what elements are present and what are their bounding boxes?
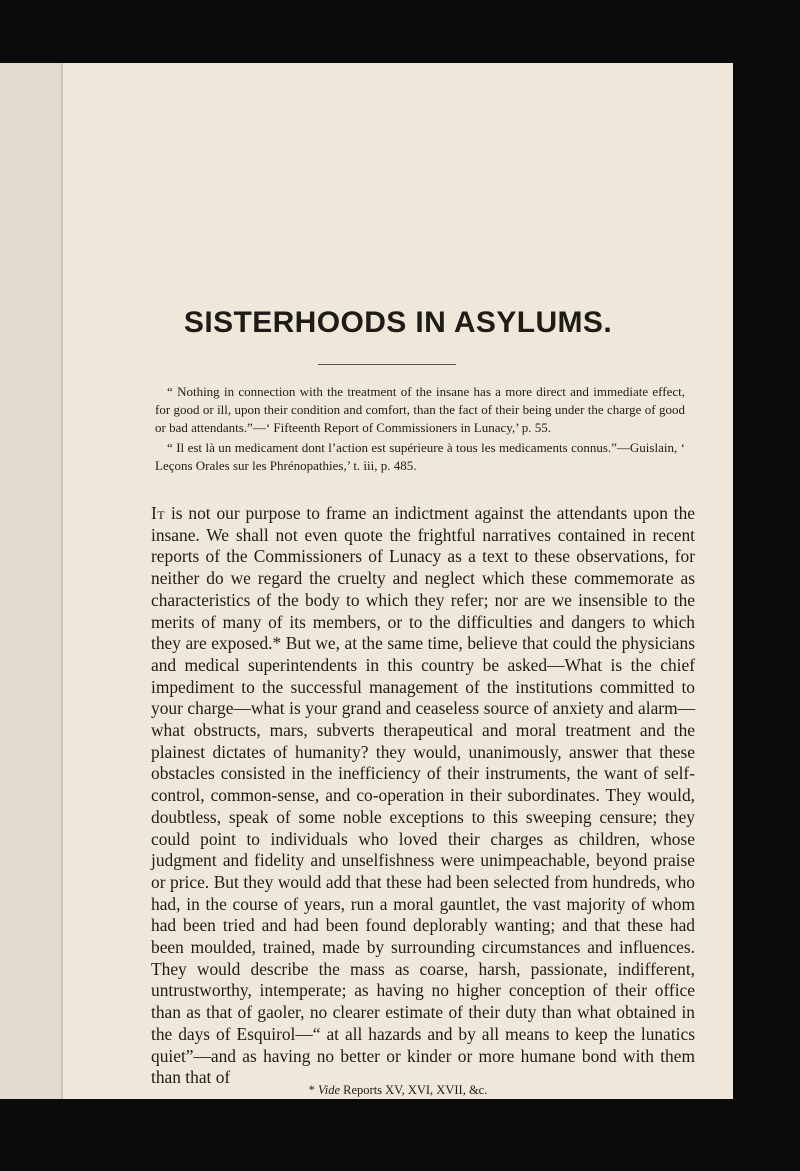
page-title: SISTERHOODS IN ASYLUMS. [183, 306, 613, 339]
footnote [63, 1083, 733, 1098]
title-divider [318, 364, 456, 365]
footnote-vide: Vide [318, 1083, 341, 1097]
opening-word: It [151, 503, 166, 523]
epigraph-quote-1: “ Nothing in connection with the treatment of the insane has a more direct and immediate effect, for good or ill, upon their condition and comfort, than the fact of their being under the charge of good or bad attendants.”—‘ Fifteenth Report of Commissioners in Lunacy,’ p. 55. [155, 384, 685, 435]
body-paragraph [151, 503, 695, 1089]
footnote-text: Reports XV, XVI, XVII, &c. [343, 1083, 488, 1097]
epigraph-block [155, 383, 685, 478]
facing-page-edge [0, 63, 63, 1099]
footnote-marker: * [308, 1083, 315, 1097]
body-paragraph-text: is not our purpose to frame an indictment against the attendants upon the insane. We shall not even quote the frightful narratives contained in recent reports of the Commissioners of Lunacy as a text to these observations, for neither do we regard the cruelty and neglect which these commemorate as characteristics of the body to which they refer; nor are we insensible to the merits of many of its members, or to the difficulties and dangers to which they are exposed.* But we, at the same time, believe that could the physicians and medical superintendents in this country be asked—What is the chief impediment to the successful management of the institutions committed to your charge—what is your grand and ceaseless source of anxiety and alarm—what obstructs, mars, subverts therapeutical and moral treatment and the plainest dictates of humanity? they would, unanimously, answer that these obstacles consisted in the inefficiency of their instruments, the want of self-control, common-sense, and co-operation in their subordinates. They would, doubtless, speak of some noble exceptions to this sweeping censure; they could point to individuals who loved their charges as children, whose judgment and fidelity and unselfishness were unimpeachable, beyond praise or price. But they would add that these had been selected from hundreds, who had, in the course of years, run a moral gauntlet, the vast majority of whom had been tried and had been found deplorably wanting; and that these had been moulded, trained, made by surrounding circumstances and influences. They would describe the mass as coarse, harsh, passionate, indifferent, untrustworthy, intemperate; as having no higher conception of their office than as that of gaoler, no clearer estimate of their duty than what obtained in the days of Esquirol—“ at all hazards and by all means to keep the lunatics quiet”—and as having no better or kinder or more humane bond with them than that of [151, 503, 695, 1088]
epigraph-quote-2: “ Il est là un medicament dont l’action est supérieure à tous les medicaments connus.”—Guislain, ‘ Leçons Orales sur les Phrénopathies,’ t. iii, p. 485. [155, 440, 685, 474]
book-page [63, 63, 733, 1099]
